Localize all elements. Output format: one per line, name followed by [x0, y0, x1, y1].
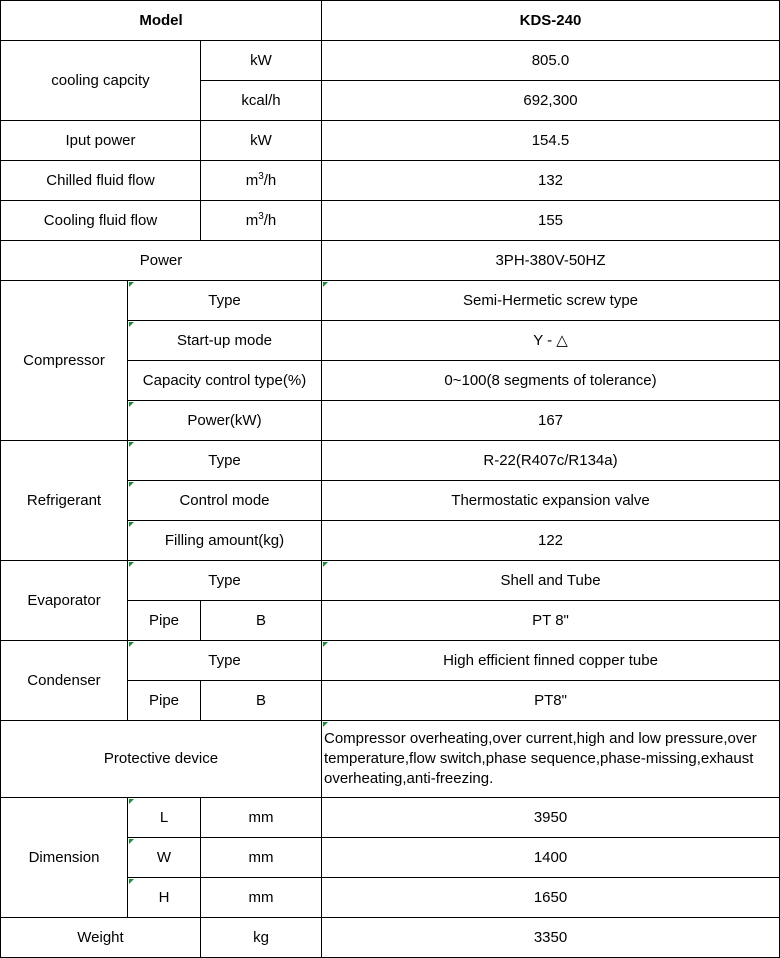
cooling-capacity-value-kw: 805.0: [322, 41, 780, 81]
evaporator-type-label: Type: [128, 561, 322, 601]
chilled-flow-value: 132: [322, 161, 780, 201]
power-label: Power: [1, 241, 322, 281]
compressor-type-label: Type: [128, 281, 322, 321]
cooling-capacity-unit-kw: kW: [201, 41, 322, 81]
row-model: [1, 1, 780, 41]
cooling-flow-label: Cooling fluid flow: [1, 201, 201, 241]
compressor-capacity-label: Capacity control type(%): [128, 361, 322, 401]
refrigerant-filling-label: Filling amount(kg): [128, 521, 322, 561]
protective-label: Protective device: [1, 721, 322, 798]
dimension-axis-w: W: [128, 838, 201, 878]
weight-value: 3350: [322, 918, 780, 958]
dimension-unit-l: mm: [201, 798, 322, 838]
dimension-value-l: 3950: [322, 798, 780, 838]
condenser-label: Condenser: [1, 641, 128, 721]
row-cooling-flow: [1, 201, 780, 241]
refrigerant-type-label: Type: [128, 441, 322, 481]
row-chilled-flow: [1, 161, 780, 201]
dimension-label: Dimension: [1, 798, 128, 918]
input-power-label: Iput power: [1, 121, 201, 161]
cooling-flow-unit: $m^3/h$: [201, 201, 322, 241]
dimension-axis-l: L: [128, 798, 201, 838]
refrigerant-type-value: R-22(R407c/R134a): [322, 441, 780, 481]
compressor-startup-label: Start-up mode: [128, 321, 322, 361]
protective-value: Compressor overheating,over current,high and low pressure,over temperature,flow switch,phase sequence,phase-missing,exhaust overheating,anti-freezing.: [322, 721, 780, 798]
row-evaporator-type: [1, 561, 780, 601]
row-compressor-type: [1, 281, 780, 321]
refrigerant-label: Refrigerant: [1, 441, 128, 561]
refrigerant-control-label: Control mode: [128, 481, 322, 521]
dimension-unit-h: mm: [201, 878, 322, 918]
evaporator-pipe-unit: B: [201, 601, 322, 641]
condenser-type-label: Type: [128, 641, 322, 681]
weight-label: Weight: [1, 918, 201, 958]
model-value: KDS-240: [322, 1, 780, 41]
cooling-capacity-label: cooling capcity: [1, 41, 201, 121]
evaporator-label: Evaporator: [1, 561, 128, 641]
compressor-power-value: 167: [322, 401, 780, 441]
condenser-pipe-unit: B: [201, 681, 322, 721]
condenser-pipe-label: Pipe: [128, 681, 201, 721]
cooling-capacity-value-kcal: 692,300: [322, 81, 780, 121]
dimension-value-w: 1400: [322, 838, 780, 878]
model-label: Model: [1, 1, 322, 41]
row-cooling-kw: [1, 41, 780, 81]
row-condenser-type: [1, 641, 780, 681]
evaporator-type-value: Shell and Tube: [322, 561, 780, 601]
weight-unit: kg: [201, 918, 322, 958]
dimension-axis-h: H: [128, 878, 201, 918]
chilled-flow-label: Chilled fluid flow: [1, 161, 201, 201]
input-power-unit: kW: [201, 121, 322, 161]
refrigerant-control-value: Thermostatic expansion valve: [322, 481, 780, 521]
compressor-startup-value: Y - △: [322, 321, 780, 361]
evaporator-pipe-label: Pipe: [128, 601, 201, 641]
row-input-power: [1, 121, 780, 161]
evaporator-pipe-value: PT 8": [322, 601, 780, 641]
row-protective: [1, 721, 780, 798]
row-refrigerant-type: [1, 441, 780, 481]
input-power-value: 154.5: [322, 121, 780, 161]
row-weight: [1, 918, 780, 958]
chilled-flow-unit: $m^3/h$: [201, 161, 322, 201]
row-dimension-l: [1, 798, 780, 838]
refrigerant-filling-value: 122: [322, 521, 780, 561]
condenser-type-value: High efficient finned copper tube: [322, 641, 780, 681]
compressor-type-value: Semi-Hermetic screw type: [322, 281, 780, 321]
compressor-label: Compressor: [1, 281, 128, 441]
dimension-unit-w: mm: [201, 838, 322, 878]
compressor-power-label: Power(kW): [128, 401, 322, 441]
cooling-flow-value: 155: [322, 201, 780, 241]
power-value: 3PH-380V-50HZ: [322, 241, 780, 281]
compressor-capacity-value: 0~100(8 segments of tolerance): [322, 361, 780, 401]
cooling-capacity-unit-kcal: kcal/h: [201, 81, 322, 121]
condenser-pipe-value: PT8": [322, 681, 780, 721]
dimension-value-h: 1650: [322, 878, 780, 918]
row-power: [1, 241, 780, 281]
